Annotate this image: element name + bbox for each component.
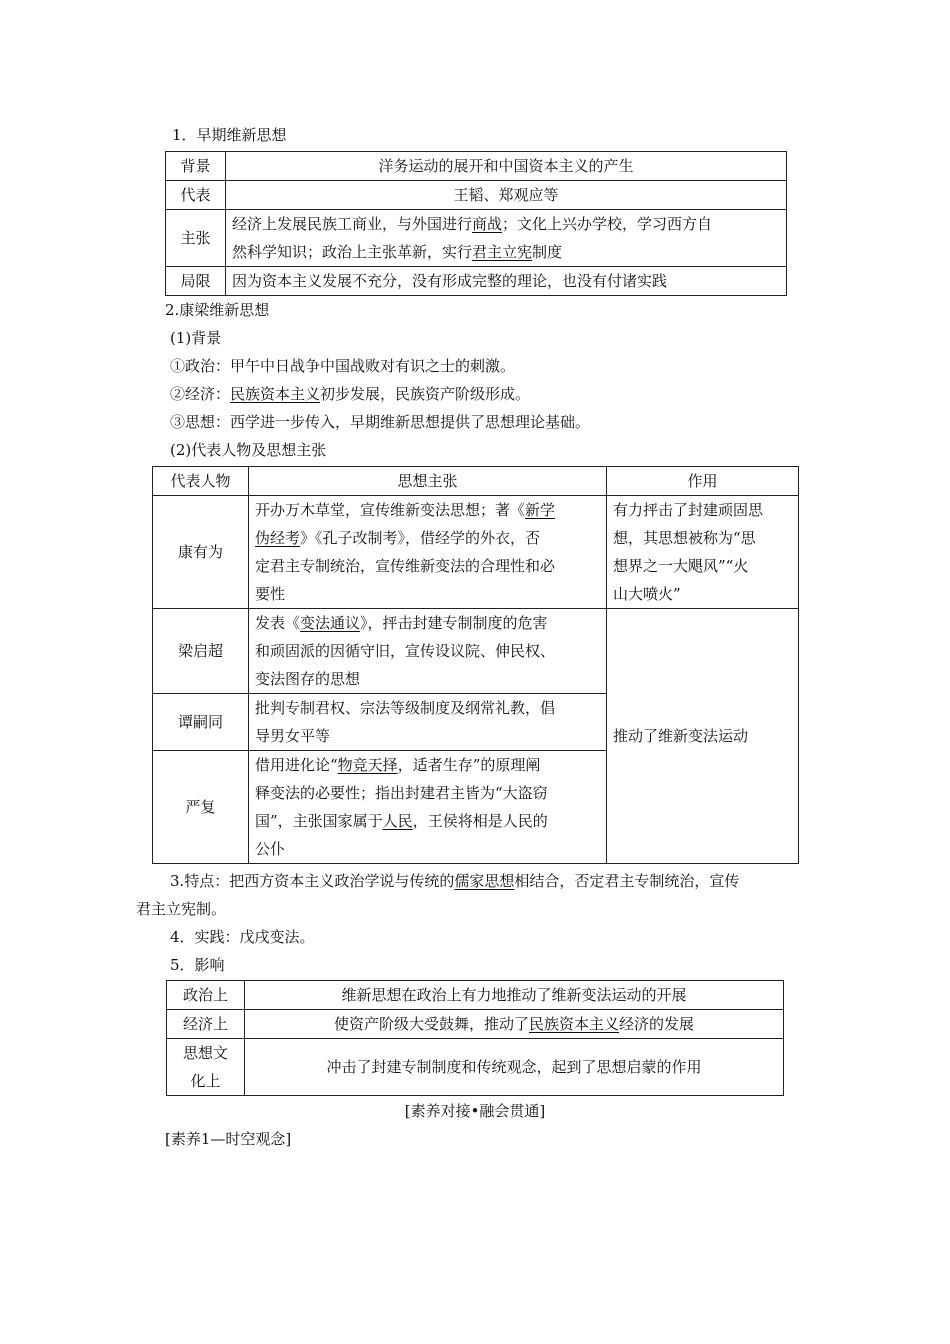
person-ideas (249, 694, 607, 751)
underlined-term: 民族资本主义 (230, 385, 321, 403)
text: 要性 (255, 585, 286, 603)
text: ②经济： (170, 385, 231, 403)
text: 制度 (532, 243, 563, 261)
people-heading: (2)代表人物及思想主张 (170, 441, 327, 459)
underlined-term: 君主立宪 (472, 243, 533, 261)
row-content (226, 210, 787, 267)
section3-line2: 君主立宪制。 (136, 900, 227, 918)
row-content: 洋务运动的展开和中国资本主义的产生 (226, 152, 787, 181)
row-content: 王韬、郑观应等 (226, 181, 787, 210)
column-header: 思想主张 (249, 467, 607, 496)
background-heading: (1)背景 (170, 329, 222, 347)
person-name: 谭嗣同 (153, 694, 249, 751)
person-ideas (249, 609, 607, 694)
text: 变法图存的思想 (255, 670, 361, 688)
influence-table (166, 980, 784, 1096)
shared-effect: 推动了维新变法运动 (607, 609, 799, 864)
person-name: 梁启超 (153, 609, 249, 694)
section5-heading: 5．影响 (170, 956, 225, 974)
underlined-term: 商战 (472, 215, 503, 233)
underlined-term: 民族资本主义 (528, 1015, 619, 1033)
text: 发表《 (255, 614, 301, 632)
row-label (167, 1039, 245, 1096)
text: 释变法的必要性；指出封建君主皆为“大盗窃 (255, 784, 548, 802)
row-content: 冲击了封建专制制度和传统观念，起到了思想启蒙的作用 (245, 1039, 784, 1096)
background-thought: ③思想：西学进一步传入，早期维新思想提供了思想理论基础。 (170, 413, 591, 431)
underlined-term: 新学 (525, 501, 556, 519)
table-row (166, 210, 787, 267)
text: 想，其思想被称为“思 (613, 529, 756, 547)
background-economy (170, 384, 530, 404)
text: 》《孔子改制考》，借经学的外衣，否 (300, 529, 541, 547)
text: ，王侯将相是人民的 (412, 812, 548, 830)
text: 相结合，否定君主专制统治，宣传 (514, 872, 740, 890)
text: 》，抨击封建专制制度的危害 (360, 614, 548, 632)
person-name: 康有为 (153, 496, 249, 609)
reformers-table (152, 466, 799, 864)
text: 导男女平等 (255, 727, 331, 745)
table-row (167, 1039, 784, 1096)
table-row (166, 152, 787, 181)
row-content: 维新思想在政治上有力地推动了维新变法运动的开展 (245, 981, 784, 1010)
text: 有力抨击了封建顽固思 (613, 501, 764, 519)
text: 经济的发展 (619, 1015, 695, 1033)
section2-heading: 2.康梁维新思想 (165, 301, 270, 319)
underlined-term: 人民 (382, 812, 413, 830)
text: 化上 (190, 1072, 221, 1090)
text: ，适者生存”的原理阐 (397, 756, 541, 774)
table-row (153, 496, 799, 609)
row-label: 背景 (166, 152, 226, 181)
text: 开办万木草堂，宣传维新变法思想；著《 (255, 501, 526, 519)
text: 初步发展，民族资产阶级形成。 (320, 385, 531, 403)
table-row (167, 981, 784, 1010)
underlined-term: 伪经考 (255, 529, 301, 547)
underlined-term: 物竞天择 (337, 756, 398, 774)
row-content: 因为资本主义发展不充分，没有形成完整的理论，也没有付诸实践 (226, 267, 787, 296)
row-label: 主张 (166, 210, 226, 267)
text: 国”，主张国家属于 (255, 812, 383, 830)
person-ideas (249, 751, 607, 864)
text: 然科学知识；政治上主张革新，实行 (232, 243, 473, 261)
section3-line1 (170, 871, 739, 891)
section4-practice: 4．实践：戊戌变法。 (170, 928, 315, 946)
text: 想界之一大飓风”“火 (613, 557, 749, 575)
underlined-term: 儒家思想 (454, 872, 515, 890)
table-row (167, 1010, 784, 1039)
table-row (153, 609, 799, 694)
column-header: 代表人物 (153, 467, 249, 496)
text: 批判专制君权、宗法等级制度及纲常礼教，倡 (255, 699, 556, 717)
table-row (166, 267, 787, 296)
row-label: 局限 (166, 267, 226, 296)
person-name: 严复 (153, 751, 249, 864)
person-ideas (249, 496, 607, 609)
text: 山大喷火” (613, 585, 681, 603)
text: ；文化上兴办学校，学习西方自 (502, 215, 713, 233)
footer-title: [素养对接•融会贯通] (404, 1102, 546, 1120)
text: 3.特点：把西方资本主义政治学说与传统的 (170, 872, 455, 890)
row-label: 代表 (166, 181, 226, 210)
background-politics: ①政治：甲午中日战争中国战败对有识之士的刺激。 (170, 357, 516, 375)
row-label: 政治上 (167, 981, 245, 1010)
table-row (166, 181, 787, 210)
text: 借用进化论“ (255, 756, 338, 774)
column-header: 作用 (607, 467, 799, 496)
text: 公仆 (255, 840, 286, 858)
table-header-row (153, 467, 799, 496)
row-label: 经济上 (167, 1010, 245, 1039)
section1-heading: 1．早期维新思想 (172, 126, 287, 144)
early-reform-table (165, 151, 787, 296)
row-content (245, 1010, 784, 1039)
underlined-term: 变法通议 (300, 614, 361, 632)
text: 使资产阶级大受鼓舞，推动了 (333, 1015, 529, 1033)
text: 和顽固派的因循守旧，宣传设议院、伸民权、 (255, 642, 556, 660)
text: 经济上发展民族工商业，与外国进行 (232, 215, 473, 233)
text: 思想文 (182, 1044, 228, 1062)
person-effect (607, 496, 799, 609)
text: 定君主专制统治，宣传维新变法的合理性和必 (255, 557, 556, 575)
footer-subtitle: [素养1—时空观念] (165, 1130, 292, 1148)
